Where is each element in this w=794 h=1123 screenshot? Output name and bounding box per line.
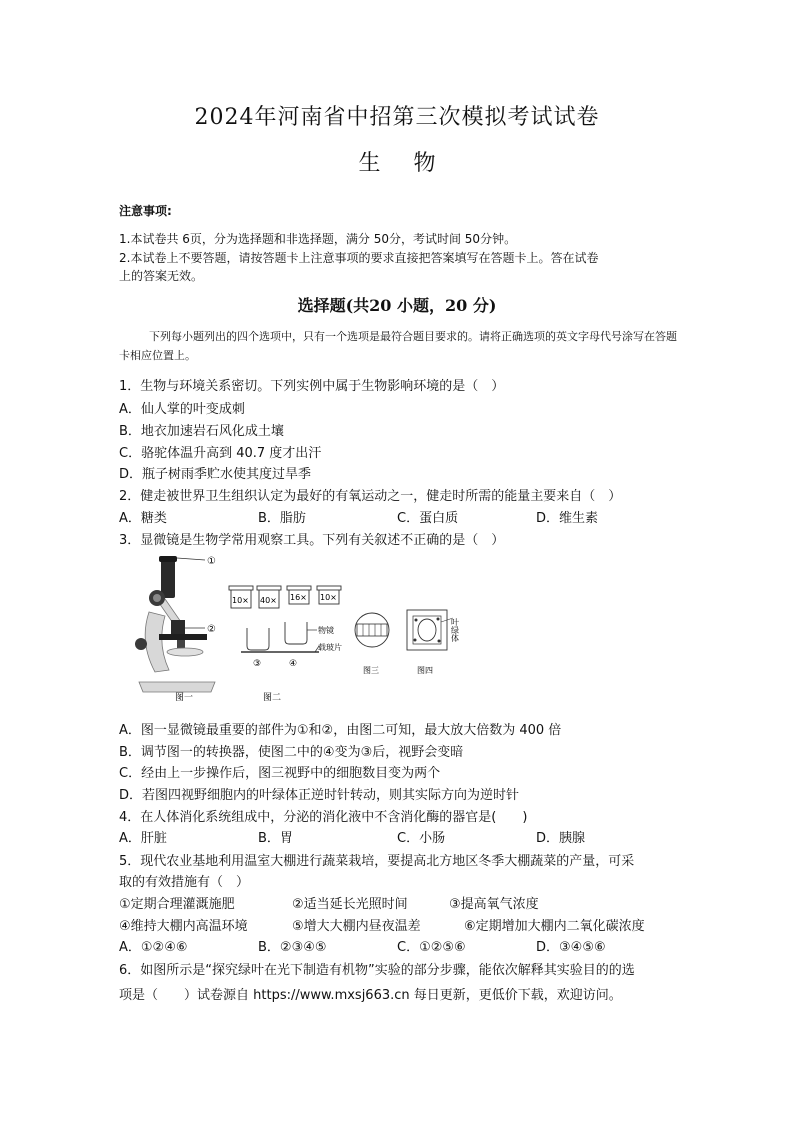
label-chloroplast-1: 叶绿体 bbox=[450, 618, 460, 642]
question-5-option-d: D．③④⑤⑥ bbox=[536, 940, 606, 955]
notice-line-2-cont: 上的答案无效。 bbox=[119, 269, 204, 283]
section-instruction: 下列每小题列出的四个选项中，只有一个选项是最符合题目要求的。请将正确选项的英文字母代号涂写在答题卡相应位置上。 bbox=[119, 330, 677, 362]
notice-line-1: 1.本试卷共 6页，分为选择题和非选择题，满分 50分，考试时间 50分钟。 bbox=[119, 232, 517, 246]
question-5-measure-2: ②适当延长光照时间 bbox=[292, 897, 408, 912]
question-5-measure-5: ⑤增大大棚内昼夜温差 bbox=[292, 919, 421, 934]
section-title: 选择题(共20 小题，20 分) bbox=[297, 296, 497, 315]
question-2-option-a: A．糖类 bbox=[119, 511, 167, 526]
question-2-stem: 2．健走被世界卫生组织认定为最好的有氧运动之一，健走时所需的能量主要来自（ ） bbox=[119, 489, 622, 504]
label-objective: 物镜 bbox=[318, 626, 334, 635]
figure-num-4: ④ bbox=[289, 659, 298, 669]
question-3-option-c: C．经由上一步操作后，图三视野中的细胞数目变为两个 bbox=[119, 766, 441, 781]
label-slide: 载玻片 bbox=[318, 643, 342, 652]
question-5-measure-3: ③提高氧气浓度 bbox=[449, 897, 539, 912]
figure-num-1: ① bbox=[207, 556, 216, 567]
notice-heading: 注意事项: bbox=[119, 204, 172, 218]
question-1-option-c: C．骆驼体温升高到 40.7 度才出汗 bbox=[119, 446, 322, 461]
figure-caption-3: 图三 bbox=[363, 666, 379, 675]
question-5-measure-4: ④维持大棚内高温环境 bbox=[119, 919, 248, 934]
question-1-stem: 1．生物与环境关系密切。下列实例中属于生物影响环境的是（ ） bbox=[119, 379, 505, 394]
subject-title: 生 物 bbox=[358, 151, 436, 176]
question-5-option-a: A．①②④⑥ bbox=[119, 940, 188, 955]
question-5-measure-1: ①定期合理灌溉施肥 bbox=[119, 897, 235, 912]
figure-caption-1: 图一 bbox=[175, 693, 194, 703]
question-6-stem-cont: 项是（ ）试卷源自 https://www.mxsj663.cn 每日更新，更低价下载，欢迎访问。 bbox=[119, 988, 622, 1003]
question-1-option-d: D．瓶子树雨季贮水使其度过旱季 bbox=[119, 467, 312, 482]
question-4-option-b: B．胃 bbox=[258, 831, 293, 846]
field-of-view-3 bbox=[355, 613, 389, 647]
figure-caption-2: 图二 bbox=[263, 693, 282, 703]
question-3-stem: 3．显微镜是生物学常用观察工具。下列有关叙述不正确的是（ ） bbox=[119, 533, 505, 548]
lens-label-2: 40× bbox=[260, 596, 277, 605]
figure-caption-4: 图四 bbox=[417, 666, 433, 675]
question-2-option-b: B．脂肪 bbox=[258, 511, 306, 526]
microscope-figure bbox=[119, 552, 479, 708]
figure-num-2: ② bbox=[207, 624, 216, 635]
question-5-stem-cont: 取的有效措施有（ ） bbox=[119, 875, 250, 890]
objective-distance-diagram bbox=[241, 622, 319, 652]
question-3-option-a: A．图一显微镜最重要的部件为①和②，由图二可知，最大放大倍数为 400 倍 bbox=[119, 723, 562, 738]
question-5-option-c: C．①②⑤⑥ bbox=[397, 940, 466, 955]
question-1-option-a: A．仙人掌的叶变成刺 bbox=[119, 402, 245, 417]
question-4-option-d: D．胰腺 bbox=[536, 831, 586, 846]
exam-title: 2024年河南省中招第三次模拟考试试卷 bbox=[194, 105, 600, 130]
question-5-option-b: B．②③④⑤ bbox=[258, 940, 327, 955]
question-2-option-d: D．维生素 bbox=[536, 511, 599, 526]
question-5-measure-6: ⑥定期增加大棚内二氧化碳浓度 bbox=[464, 919, 645, 934]
question-6-stem: 6．如图所示是“探究绿叶在光下制造有机物”实验的部分步骤，能依次解释其实验目的的选 bbox=[119, 963, 635, 978]
question-3-option-d: D．若图四视野细胞内的叶绿体正逆时针转动，则其实际方向为逆时针 bbox=[119, 788, 520, 803]
question-4-option-a: A．肝脏 bbox=[119, 831, 167, 846]
question-4-stem: 4．在人体消化系统组成中，分泌的消化液中不含消化酶的器官是( ) bbox=[119, 810, 528, 825]
notice-line-2: 2.本试卷上不要答题，请按答题卡上注意事项的要求直接把答案填写在答题卡上。答在试卷 bbox=[119, 251, 599, 265]
figure-num-3: ③ bbox=[253, 659, 262, 669]
question-3-option-b: B．调节图一的转换器，使图二中的④变为③后，视野会变暗 bbox=[119, 745, 464, 760]
lens-label-3: 16× bbox=[290, 593, 307, 602]
lens-label-4: 10× bbox=[320, 593, 337, 602]
question-2-option-c: C．蛋白质 bbox=[397, 511, 459, 526]
lens-label-1: 10× bbox=[232, 596, 249, 605]
question-4-option-c: C．小肠 bbox=[397, 831, 446, 846]
field-of-view-4 bbox=[407, 610, 453, 650]
question-1-option-b: B．地衣加速岩石风化成土壤 bbox=[119, 424, 284, 439]
question-5-stem: 5．现代农业基地利用温室大棚进行蔬菜栽培，要提高北方地区冬季大棚蔬菜的产量，可采 bbox=[119, 854, 635, 869]
microscope-illustration bbox=[135, 556, 215, 692]
